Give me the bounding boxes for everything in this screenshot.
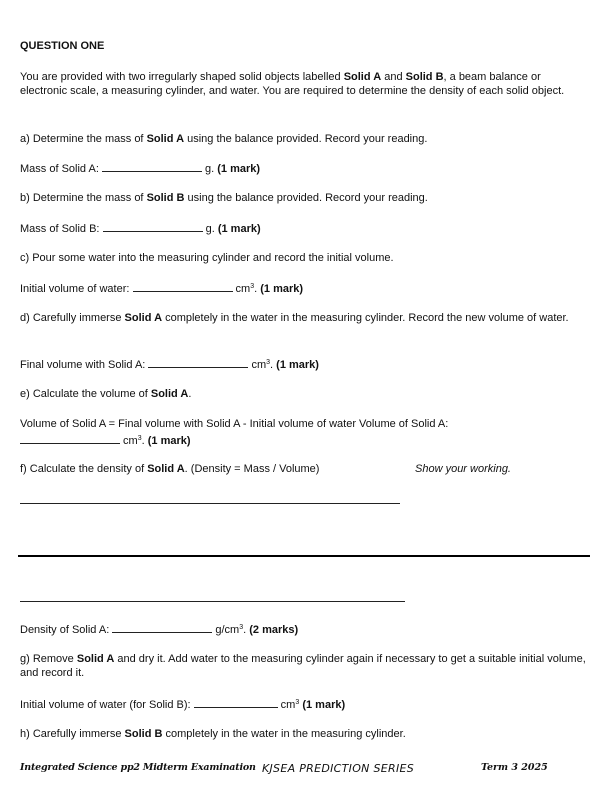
marks-badge: (2 marks) bbox=[249, 624, 299, 636]
marks-badge: (1 mark) bbox=[217, 163, 261, 175]
answer-g: Initial volume of water (for Solid B): $cm^3$ (1 mark) bbox=[20, 699, 346, 711]
working-line[interactable] bbox=[20, 503, 400, 504]
final-volume-blank[interactable] bbox=[148, 357, 248, 368]
question-c: c) Pour some water into the measuring cylinder and record the initial volume. bbox=[20, 252, 394, 264]
question-a: a) Determine the mass of Solid A using the balance provided. Record your reading. bbox=[20, 133, 428, 145]
answer-b: Mass of Solid B: g. (1 mark) bbox=[20, 223, 261, 235]
marks-badge: (1 mark) bbox=[260, 283, 304, 295]
footer-subject: Integrated Science pp2 Midterm Examination bbox=[20, 762, 256, 773]
marks-badge: (1 mark) bbox=[217, 223, 261, 235]
intro-paragraph: You are provided with two irregularly shaped solid objects labelled Solid A and Solid B, a beam balance or electronic scale, a measuring cylinder, and water. You are required to determine the density of each solid object. bbox=[20, 71, 565, 97]
mass-b-blank[interactable] bbox=[103, 221, 203, 232]
answer-c: Initial volume of water: $cm^3$. (1 mark) bbox=[20, 283, 304, 295]
show-working-note: Show your working. bbox=[415, 463, 511, 475]
working-line[interactable] bbox=[20, 601, 405, 602]
footer-series: KJSEA PREDICTION SERIES bbox=[262, 762, 415, 775]
question-e: e) Calculate the volume of Solid A. bbox=[20, 388, 192, 400]
answer-f: Density of Solid A: $g/cm^3$. (2 marks) bbox=[20, 624, 299, 636]
mass-a-blank[interactable] bbox=[102, 161, 202, 172]
question-b: b) Determine the mass of Solid B using the balance provided. Record your reading. bbox=[20, 192, 428, 204]
initial-volume-b-blank[interactable] bbox=[194, 697, 278, 708]
marks-badge: (1 mark) bbox=[302, 699, 346, 711]
answer-e: $cm^3$. (1 mark) bbox=[20, 433, 191, 448]
marks-badge: (1 mark) bbox=[276, 359, 319, 371]
formula-e: Volume of Solid A = Final volume with Solid A - Initial volume of water Volume of Solid A: bbox=[20, 418, 449, 430]
divider bbox=[18, 555, 590, 557]
footer-term: Term 3 2025 bbox=[481, 762, 548, 773]
question-title: QUESTION ONE bbox=[20, 40, 105, 52]
question-h: h) Carefully immerse Solid B completely in the water in the measuring cylinder. bbox=[20, 728, 406, 740]
answer-d: Final volume with Solid A: $cm^3$. (1 mark) bbox=[20, 359, 319, 371]
density-a-blank[interactable] bbox=[112, 622, 212, 633]
initial-volume-blank[interactable] bbox=[133, 281, 233, 292]
question-f: f) Calculate the density of Solid A. (Density = Mass / Volume) bbox=[20, 463, 320, 475]
marks-badge: (1 mark) bbox=[147, 435, 191, 447]
question-g: g) Remove Solid A and dry it. Add water to the measuring cylinder again if necessary to get a suitable initial volume, and record it. bbox=[20, 653, 586, 679]
volume-a-blank[interactable] bbox=[20, 433, 120, 444]
answer-a: Mass of Solid A: g. (1 mark) bbox=[20, 163, 261, 175]
question-d: d) Carefully immerse Solid A completely in the water in the measuring cylinder. Record the new volume of water. bbox=[20, 312, 569, 324]
